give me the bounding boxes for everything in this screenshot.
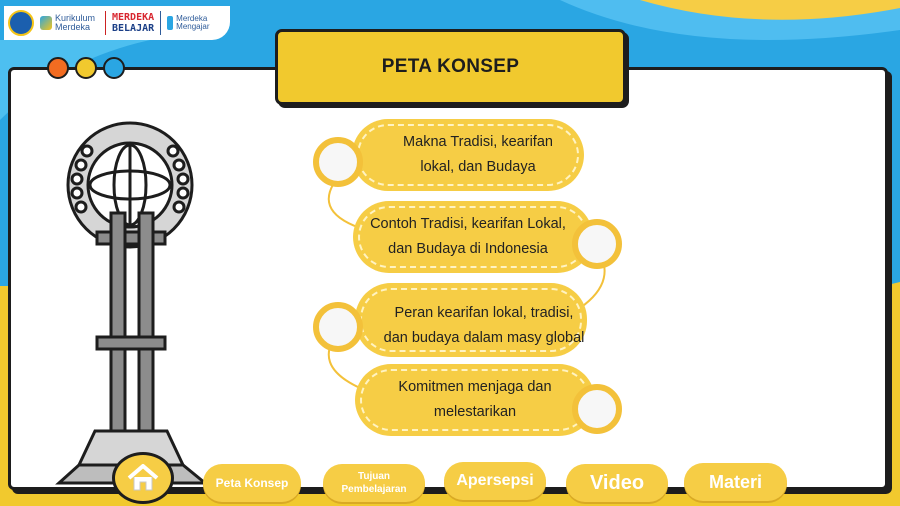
concept-item-text: Komitmen menjaga dan melestarikan xyxy=(398,379,552,420)
concept-item-3[interactable] xyxy=(355,283,587,357)
merdeka-belajar-logo: MERDEKA BELAJAR xyxy=(112,12,155,34)
monument-illustration xyxy=(55,115,225,490)
nav-materi-button[interactable]: Materi xyxy=(684,463,787,501)
concept-item-2[interactable] xyxy=(353,201,593,273)
concept-bullet-4 xyxy=(572,384,622,434)
logo-divider xyxy=(160,11,161,35)
concept-item-text: Contoh Tradisi, kearifan Lokal, dan Budaya di Indonesia xyxy=(370,216,566,257)
window-dots xyxy=(47,57,125,79)
window-dot-orange xyxy=(47,57,69,79)
concept-item-4[interactable] xyxy=(355,364,595,436)
nav-video-button[interactable]: Video xyxy=(566,464,668,502)
merdeka-mengajar-logo: Merdeka Mengajar xyxy=(167,15,216,31)
nav-tujuan-pembelajaran-button[interactable]: Tujuan Pembelajaran xyxy=(323,464,425,502)
page-title-box xyxy=(275,29,626,105)
home-button[interactable] xyxy=(112,452,174,504)
kurikulum-merdeka-logo: Kurikulum Merdeka xyxy=(40,14,99,32)
concept-bullet-2 xyxy=(572,219,622,269)
concept-bullet-3 xyxy=(313,302,363,352)
nav-apersepsi-button[interactable]: Apersepsi xyxy=(444,462,546,500)
merdeka-mengajar-mark-icon xyxy=(167,16,173,30)
window-dot-blue xyxy=(103,57,125,79)
concept-item-text: Makna Tradisi, kearifan lokal, dan Budaya xyxy=(403,134,553,175)
concept-item-1[interactable] xyxy=(352,119,584,191)
tut-wuri-handayani-logo xyxy=(8,10,34,36)
window-dot-yellow xyxy=(75,57,97,79)
kurikulum-merdeka-mark-icon xyxy=(40,16,52,30)
home-icon xyxy=(126,464,160,492)
nav-peta-konsep-button[interactable]: Peta Konsep xyxy=(203,464,301,502)
logo-divider xyxy=(105,11,106,35)
page-title: PETA KONSEP xyxy=(381,56,520,77)
concept-bullet-1 xyxy=(313,137,363,187)
partner-logos xyxy=(4,6,230,40)
concept-item-text: Peran kearifan lokal, tradisi, dan budaya dalam masy global xyxy=(383,305,585,346)
